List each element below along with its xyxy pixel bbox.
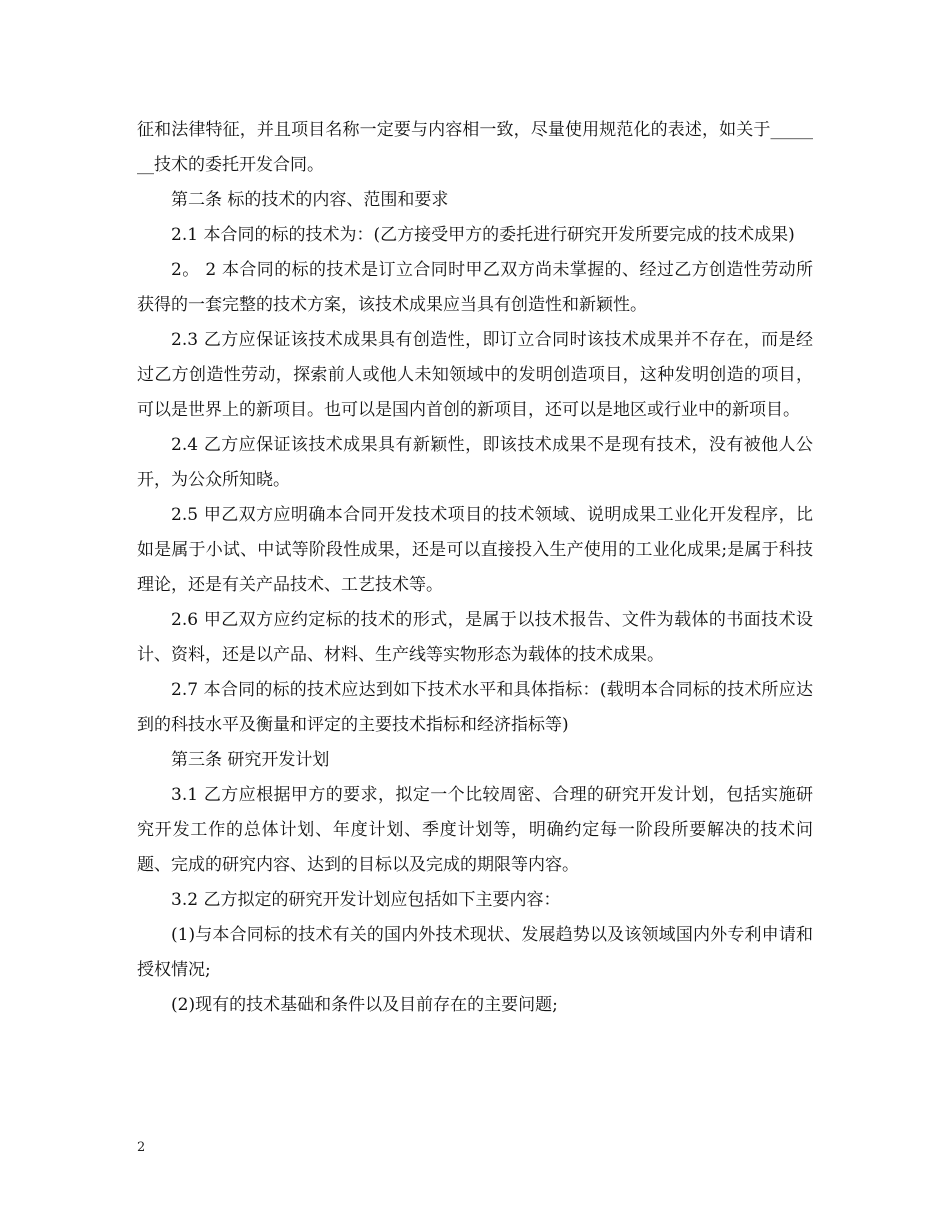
paragraph-continuation: 征和法律特征，并且项目名称一定要与内容相一致，尽量使用规范化的表述，如关于_______技术的委托开发合同。 (137, 120, 813, 175)
document-body (137, 113, 813, 1023)
clause-2-6: 2.6 甲乙双方应约定标的技术的形式，是属于以技术报告、文件为载体的书面技术设计、资料，还是以产品、材料、生产线等实物形态为载体的技术成果。 (137, 610, 813, 665)
section-heading-article-3: 第三条 研究开发计划 (171, 750, 330, 770)
clause-2-1: 2.1 本合同的标的技术为：(乙方接受甲方的委托进行研究开发所要完成的技术成果) (171, 225, 795, 245)
clause-2-2: 2。 2 本合同的标的技术是订立合同时甲乙双方尚未掌握的、经过乙方创造性劳动所获得的一套完整的技术方案，该技术成果应当具有创造性和新颖性。 (137, 260, 813, 315)
clause-2-5: 2.5 甲乙双方应明确本合同开发技术项目的技术领域、说明成果工业化开发程序，比如是属于小试、中试等阶段性成果，还是可以直接投入生产使用的工业化成果;是属于科技理论，还是有关产品技术、工艺技术等。 (137, 505, 813, 595)
list-item-1: (1)与本合同标的技术有关的国内外技术现状、发展趋势以及该领域国内外专利申请和授权情况; (137, 925, 813, 980)
section-heading-article-2: 第二条 标的技术的内容、范围和要求 (171, 190, 449, 210)
clause-2-3: 2.3 乙方应保证该技术成果具有创造性，即订立合同时该技术成果并不存在，而是经过乙方创造性劳动，探索前人或他人未知领域中的发明创造项目，这种发明创造的项目，可以是世界上的新项目。也可以是国内首创的新项目，还可以是地区或行业中的新项目。 (137, 330, 813, 420)
clause-2-7: 2.7 本合同的标的技术应达到如下技术水平和具体指标：(载明本合同标的技术所应达到的科技水平及衡量和评定的主要技术指标和经济指标等) (137, 680, 813, 735)
clause-3-2: 3.2 乙方拟定的研究开发计划应包括如下主要内容： (171, 890, 561, 910)
list-item-2: (2)现有的技术基础和条件以及目前存在的主要问题; (171, 995, 558, 1015)
page-number: 2 (137, 1140, 146, 1155)
clause-3-1: 3.1 乙方应根据甲方的要求，拟定一个比较周密、合理的研究开发计划，包括实施研究开发工作的总体计划、年度计划、季度计划等，明确约定每一阶段所要解决的技术问题、完成的研究内容、达到的目标以及完成的期限等内容。 (137, 785, 813, 875)
clause-2-4: 2.4 乙方应保证该技术成果具有新颖性，即该技术成果不是现有技术，没有被他人公开，为公众所知晓。 (137, 435, 813, 490)
